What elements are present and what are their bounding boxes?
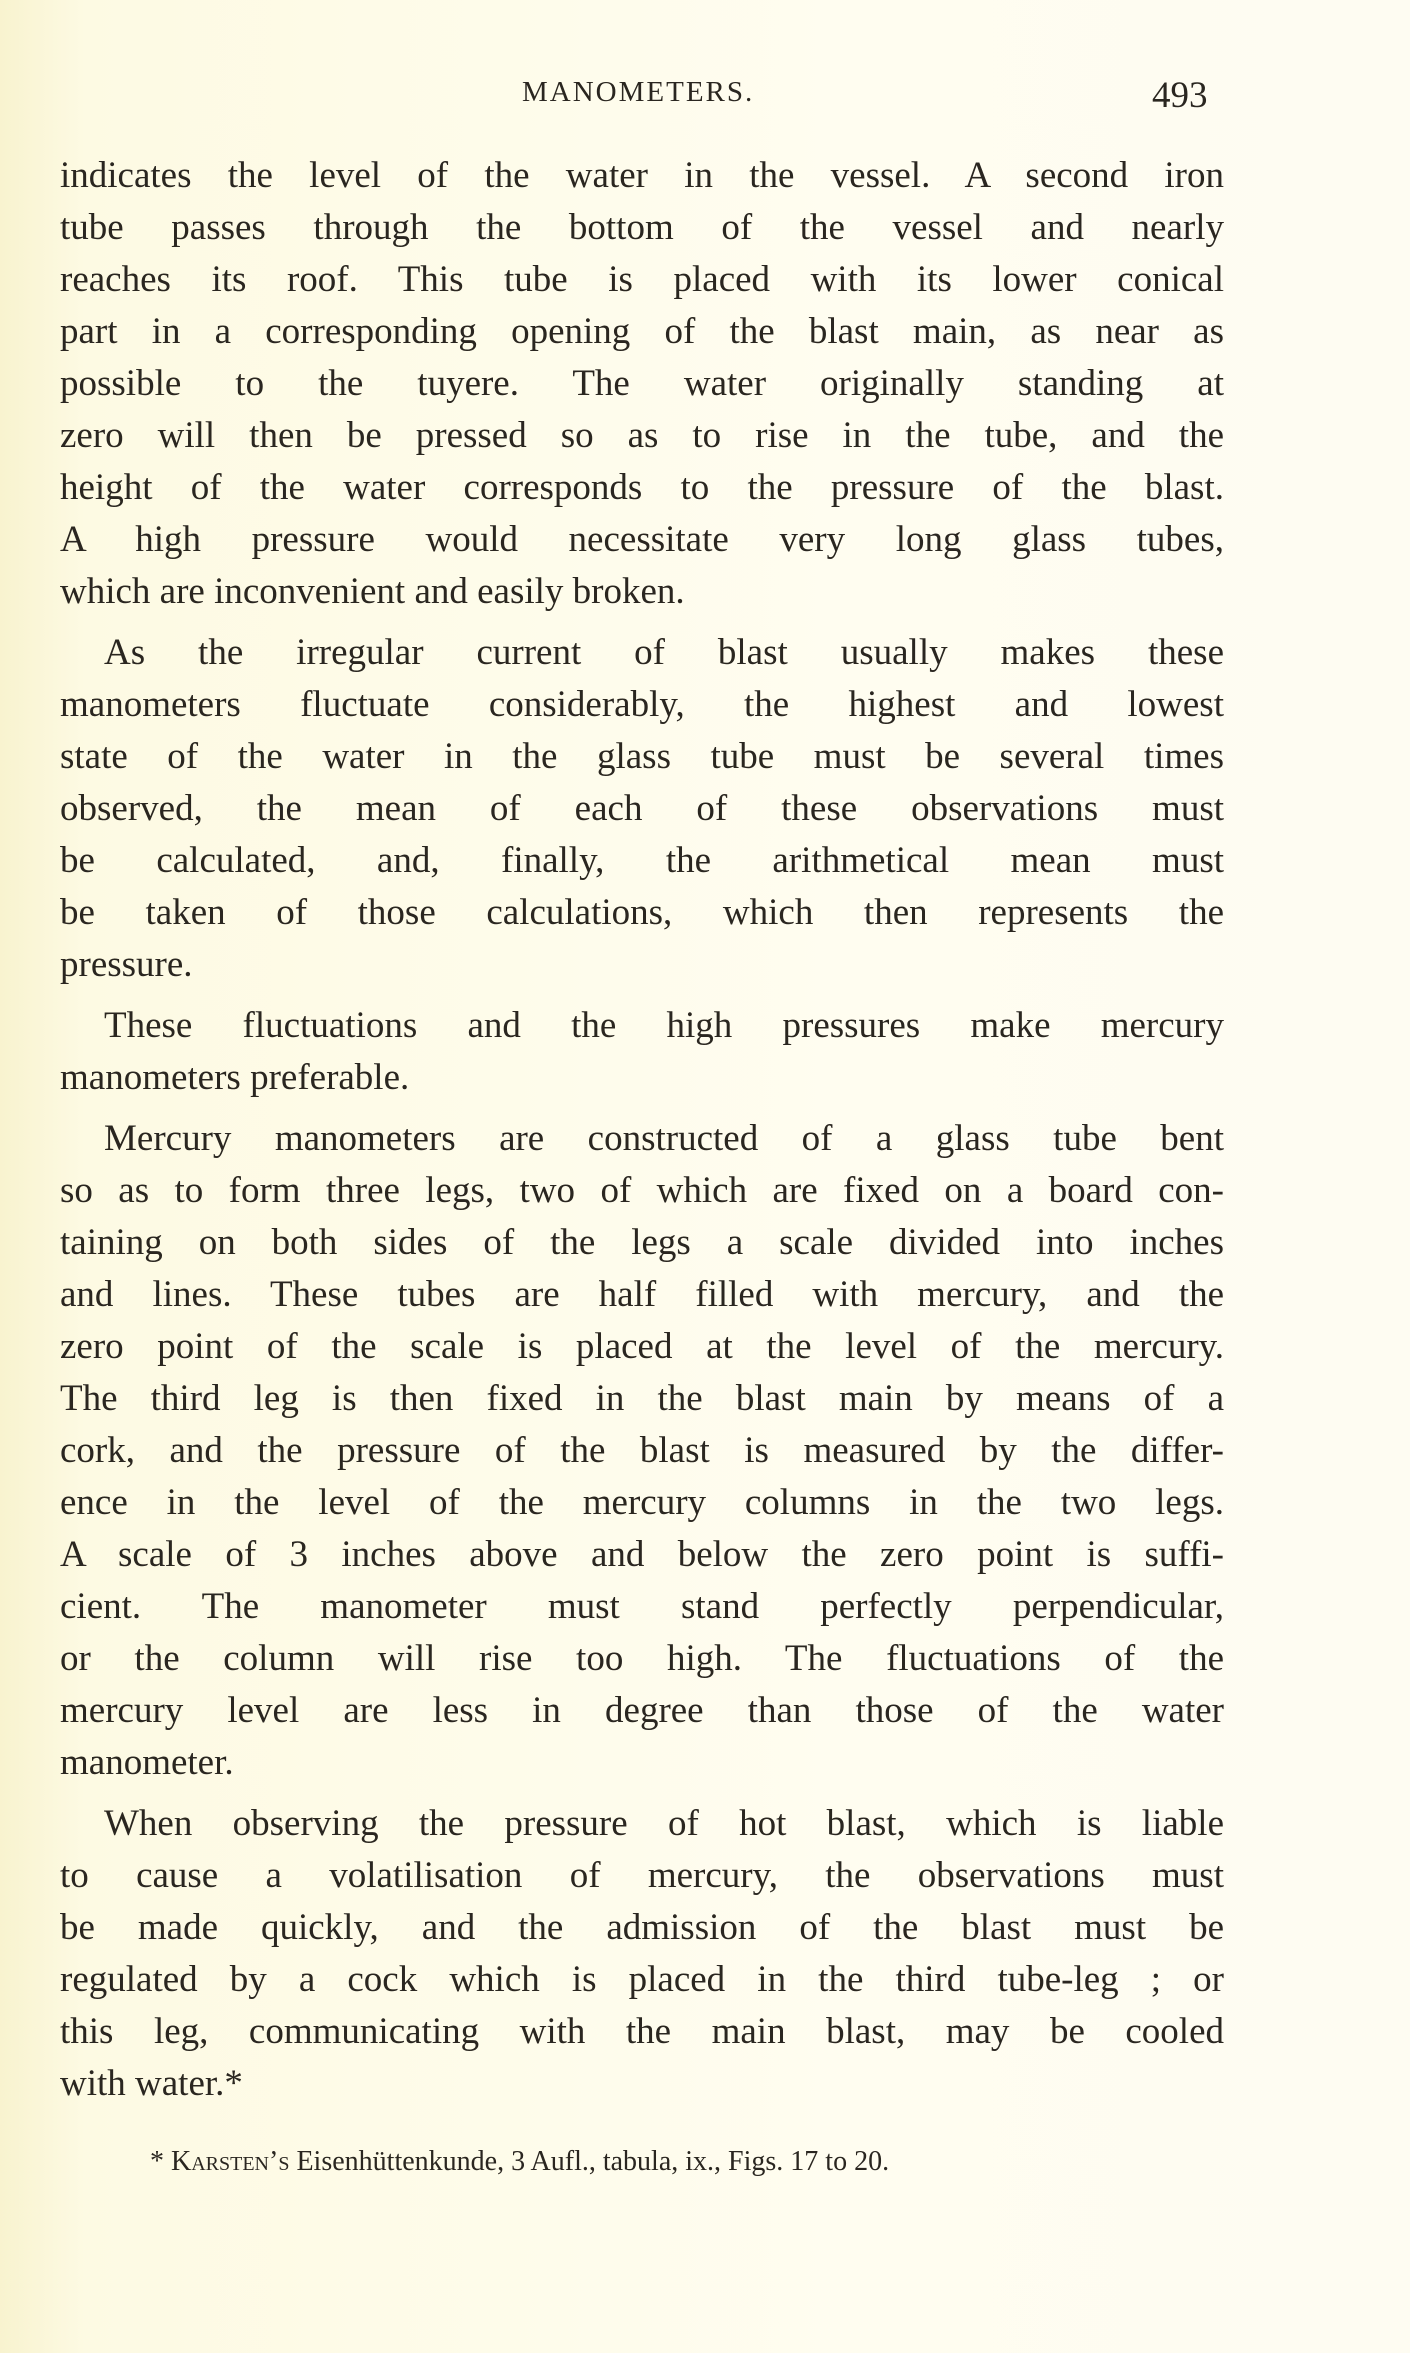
text-line: tube passes through the bottom of the vessel and nearly (60, 207, 1224, 248)
text-line: be taken of those calculations, which then represents the (60, 892, 1224, 933)
text-line: manometers fluctuate considerably, the highest and lowest (60, 684, 1224, 725)
paragraph (60, 1000, 1224, 1104)
text-line: These fluctuations and the high pressures make mercury (104, 1005, 1224, 1046)
running-head (0, 76, 1410, 126)
text-line: indicates the level of the water in the vessel. A second iron (60, 155, 1224, 196)
text-line: Mercury manometers are constructed of a glass tube bent (104, 1118, 1224, 1159)
text-line: with water.* (60, 2063, 243, 2104)
text-line: zero point of the scale is placed at the level of the mercury. (60, 1326, 1224, 1367)
paragraph (60, 627, 1224, 991)
paragraph (60, 150, 1224, 618)
text-line: taining on both sides of the legs a scale divided into inches (60, 1222, 1224, 1263)
text-line: part in a corresponding opening of the blast main, as near as (60, 311, 1224, 352)
text-line: be made quickly, and the admission of the blast must be (60, 1907, 1224, 1948)
paragraph (60, 1798, 1224, 2110)
text-line: to cause a volatilisation of mercury, the observations must (60, 1855, 1224, 1896)
text-line: As the irregular current of blast usually makes these (104, 632, 1224, 673)
text-line: mercury level are less in degree than those of the water (60, 1690, 1224, 1731)
page-number: 493 (1152, 75, 1208, 116)
text-line: pressure. (60, 944, 193, 985)
text-line: ence in the level of the mercury columns in the two legs. (60, 1482, 1224, 1523)
text-line: A high pressure would necessitate very long glass tubes, (60, 519, 1224, 560)
text-line: cork, and the pressure of the blast is measured by the differ- (60, 1430, 1224, 1471)
paragraph (60, 1113, 1224, 1789)
text-line: or the column will rise too high. The fluctuations of the (60, 1638, 1224, 1679)
footnote-marker: * (150, 2146, 164, 2177)
text-line: manometers preferable. (60, 1057, 410, 1098)
text-line: cient. The manometer must stand perfectly perpendicular, (60, 1586, 1224, 1627)
text-line: reaches its roof. This tube is placed with its lower conical (60, 259, 1224, 300)
text-line: zero will then be pressed so as to rise in the tube, and the (60, 415, 1224, 456)
text-line: so as to form three legs, two of which are fixed on a board con- (60, 1170, 1224, 1211)
footnote-text: Eisenhüttenkunde, 3 Aufl., tabula, ix., Figs. 17 to 20. (296, 2146, 890, 2177)
text-line: height of the water corresponds to the pressure of the blast. (60, 467, 1224, 508)
footnote-author: Karsten’s (171, 2146, 290, 2177)
body-text (60, 150, 1224, 2119)
text-line: possible to the tuyere. The water originally standing at (60, 363, 1224, 404)
text-line: manometer. (60, 1742, 234, 1783)
running-head-title: MANOMETERS. (522, 76, 755, 108)
text-line: The third leg is then fixed in the blast main by means of a (60, 1378, 1224, 1419)
text-line: observed, the mean of each of these observations must (60, 788, 1224, 829)
text-line: A scale of 3 inches above and below the zero point is suffi- (60, 1534, 1224, 1575)
text-line: which are inconvenient and easily broken. (60, 571, 685, 612)
text-line: and lines. These tubes are half filled with mercury, and the (60, 1274, 1224, 1315)
footnote (150, 2146, 889, 2178)
text-line: be calculated, and, finally, the arithmetical mean must (60, 840, 1224, 881)
text-line: state of the water in the glass tube must be several times (60, 736, 1224, 777)
text-line: When observing the pressure of hot blast, which is liable (104, 1803, 1224, 1844)
text-line: this leg, communicating with the main blast, may be cooled (60, 2011, 1224, 2052)
text-line: regulated by a cock which is placed in the third tube-leg ; or (60, 1959, 1224, 2000)
